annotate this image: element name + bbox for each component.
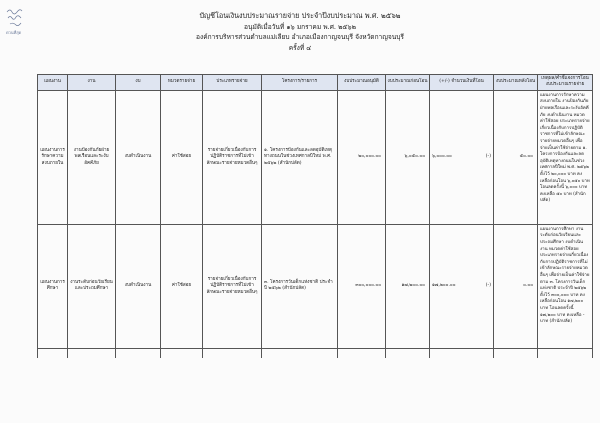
category-cell: ค่าใช้สอย [161, 224, 203, 348]
before-transfer-cell: ๑๗,๒๐๐.๐๐ [386, 224, 430, 348]
column-header: เหตุผล/คำชี้แจงการโอนงบประมาณรายจ่าย [538, 75, 593, 91]
category-cell: ค่าใช้สอย [161, 90, 203, 224]
type-cell: รายจ่ายเกี่ยวเนื่องกับการปฏิบัติราชการที่ไม่เข้าลักษณะรายจ่ายหมวดอื่นๆ [203, 224, 262, 348]
transfer-sign: (-) [485, 154, 491, 160]
transfer-amount-cell [430, 90, 494, 224]
column-header: งบประมาณหลังโอน [494, 75, 538, 91]
column-header: (+/-) จำนวนเงินที่โอน [430, 75, 494, 91]
column-header: งาน [68, 75, 116, 91]
work-cell: งานป้องกันภัยฝ่ายพลเรือนและระงับอัคคีภัย [68, 90, 116, 224]
transfer-amount: ๑๗,๒๐๐.๐๐ [432, 283, 456, 289]
approval-date: อนุมัติเมื่อวันที่ ๑๖ มกราคม พ.ศ. ๒๕๖๒ [244, 22, 356, 31]
plan-cell: แผนงานการรักษาความสงบภายใน [38, 90, 68, 224]
transfer-amount: ๖,๐๐๐.๐๐ [432, 154, 452, 160]
budget-cell: งบดำเนินงาน [116, 90, 161, 224]
column-header: งบประมาณอนุมัติ [338, 75, 386, 91]
organization-name: องค์การบริหารส่วนตำบลแม่เลียบ อำเภอเมืองกาญจนบุรี จังหวัดกาญจนบุรี [196, 33, 404, 42]
column-header: งบประมาณก่อนโอน [386, 75, 430, 91]
document-title: บัญชีโอนเงินงบประมาณรายจ่าย ประจำปีงบประมาณ พ.ศ. ๒๕๖๒ [199, 11, 401, 20]
project-cell: ๑. โครงการป้องกันและลดอุบัติเหตุทางถนนในช่วงเทศกาลปีใหม่ พ.ศ. ๒๕๖๒ (สำนักปลัด) [262, 90, 338, 224]
before-transfer-cell: ๖,๐๕๐.๐๐ [386, 90, 430, 224]
project-cell: ๓. โครงการวันเด็กแห่งชาติ ประจำปี ๒๕๖๒ (สำนักปลัด) [262, 224, 338, 348]
type-cell: รายจ่ายเกี่ยวเนื่องกับการปฏิบัติราชการที่ไม่เข้าลักษณะรายจ่ายหมวดอื่นๆ [203, 90, 262, 224]
approved-cell: ๓๐๐,๐๐๐.๐๐ [338, 224, 386, 348]
table-row [38, 90, 593, 224]
column-header: งบ [116, 75, 161, 91]
column-header: หมวดรายจ่าย [161, 75, 203, 91]
work-cell: งานระดับก่อนวัยเรียนและประถมศึกษา [68, 224, 116, 348]
column-header: แผนงาน [38, 75, 68, 91]
budget-transfer-table [37, 74, 593, 358]
after-transfer-cell: ๕๐.๐๐ [494, 90, 538, 224]
handwritten-note-text: ด่วนที่สุด [6, 30, 22, 35]
transfer-number: ครั้งที่ ๔ [288, 43, 312, 52]
column-header: โครงการ/รายการ [262, 75, 338, 91]
plan-cell: แผนงานการศึกษา [38, 224, 68, 348]
table-row-continued [38, 348, 593, 358]
transfer-sign: (-) [485, 283, 491, 289]
after-transfer-cell: ๐.๐๐ [494, 224, 538, 348]
approved-cell: ๒๐,๐๐๐.๐๐ [338, 90, 386, 224]
reason-cell: แผนงานการรักษาความสงบภายใน งานป้องกันภัยฝ่ายพลเรือนและระงับอัคคีภัย งบดำเนินงาน หมวดค่าใช้สอย ประเภทรายจ่ายเกี่ยวเนื่องกับการปฏิบัติราชการที่ไม่เข้าลักษณะรายจ่ายหมวดอื่นๆ เพื่อจ่ายเป็นค่าใช้จ่ายตาม ๑. โครงการป้องกันและลดอุบัติเหตุทางถนนในช่วงเทศกาลปีใหม่ พ.ศ. ๒๕๖๒ ตั้งไว้ ๒๐,๐๐๐ บาท คงเหลือก่อนโอน ๖,๐๕๐ บาท โอนลดครั้งนี้ ๖,๐๐๐ บาท คงเหลือ ๕๐ บาท (สำนักปลัด) [538, 90, 593, 224]
document-header [0, 11, 600, 53]
transfer-amount-cell [430, 224, 494, 348]
column-header: ประเภทรายจ่าย [203, 75, 262, 91]
table-header-row [38, 75, 593, 91]
table-row [38, 224, 593, 348]
budget-cell: งบดำเนินงาน [116, 224, 161, 348]
reason-cell: แผนงานการศึกษา งานระดับก่อนวัยเรียนและประถมศึกษา งบดำเนินงาน หมวดค่าใช้สอย ประเภทรายจ่ายเกี่ยวเนื่องกับการปฏิบัติราชการที่ไม่เข้าลักษณะรายจ่ายหมวดอื่นๆ เพื่อจ่ายเป็นค่าใช้จ่ายตาม ๓. โครงการวันเด็กแห่งชาติ ประจำปี ๒๕๖๒ ตั้งไว้ ๓๐๐,๐๐๐ บาท คงเหลือก่อนโอน ๑๗,๒๐๐ บาท โอนลดครั้งนี้ ๑๗,๒๐๐ บาท คงเหลือ - บาท (สำนักปลัด) [538, 224, 593, 348]
